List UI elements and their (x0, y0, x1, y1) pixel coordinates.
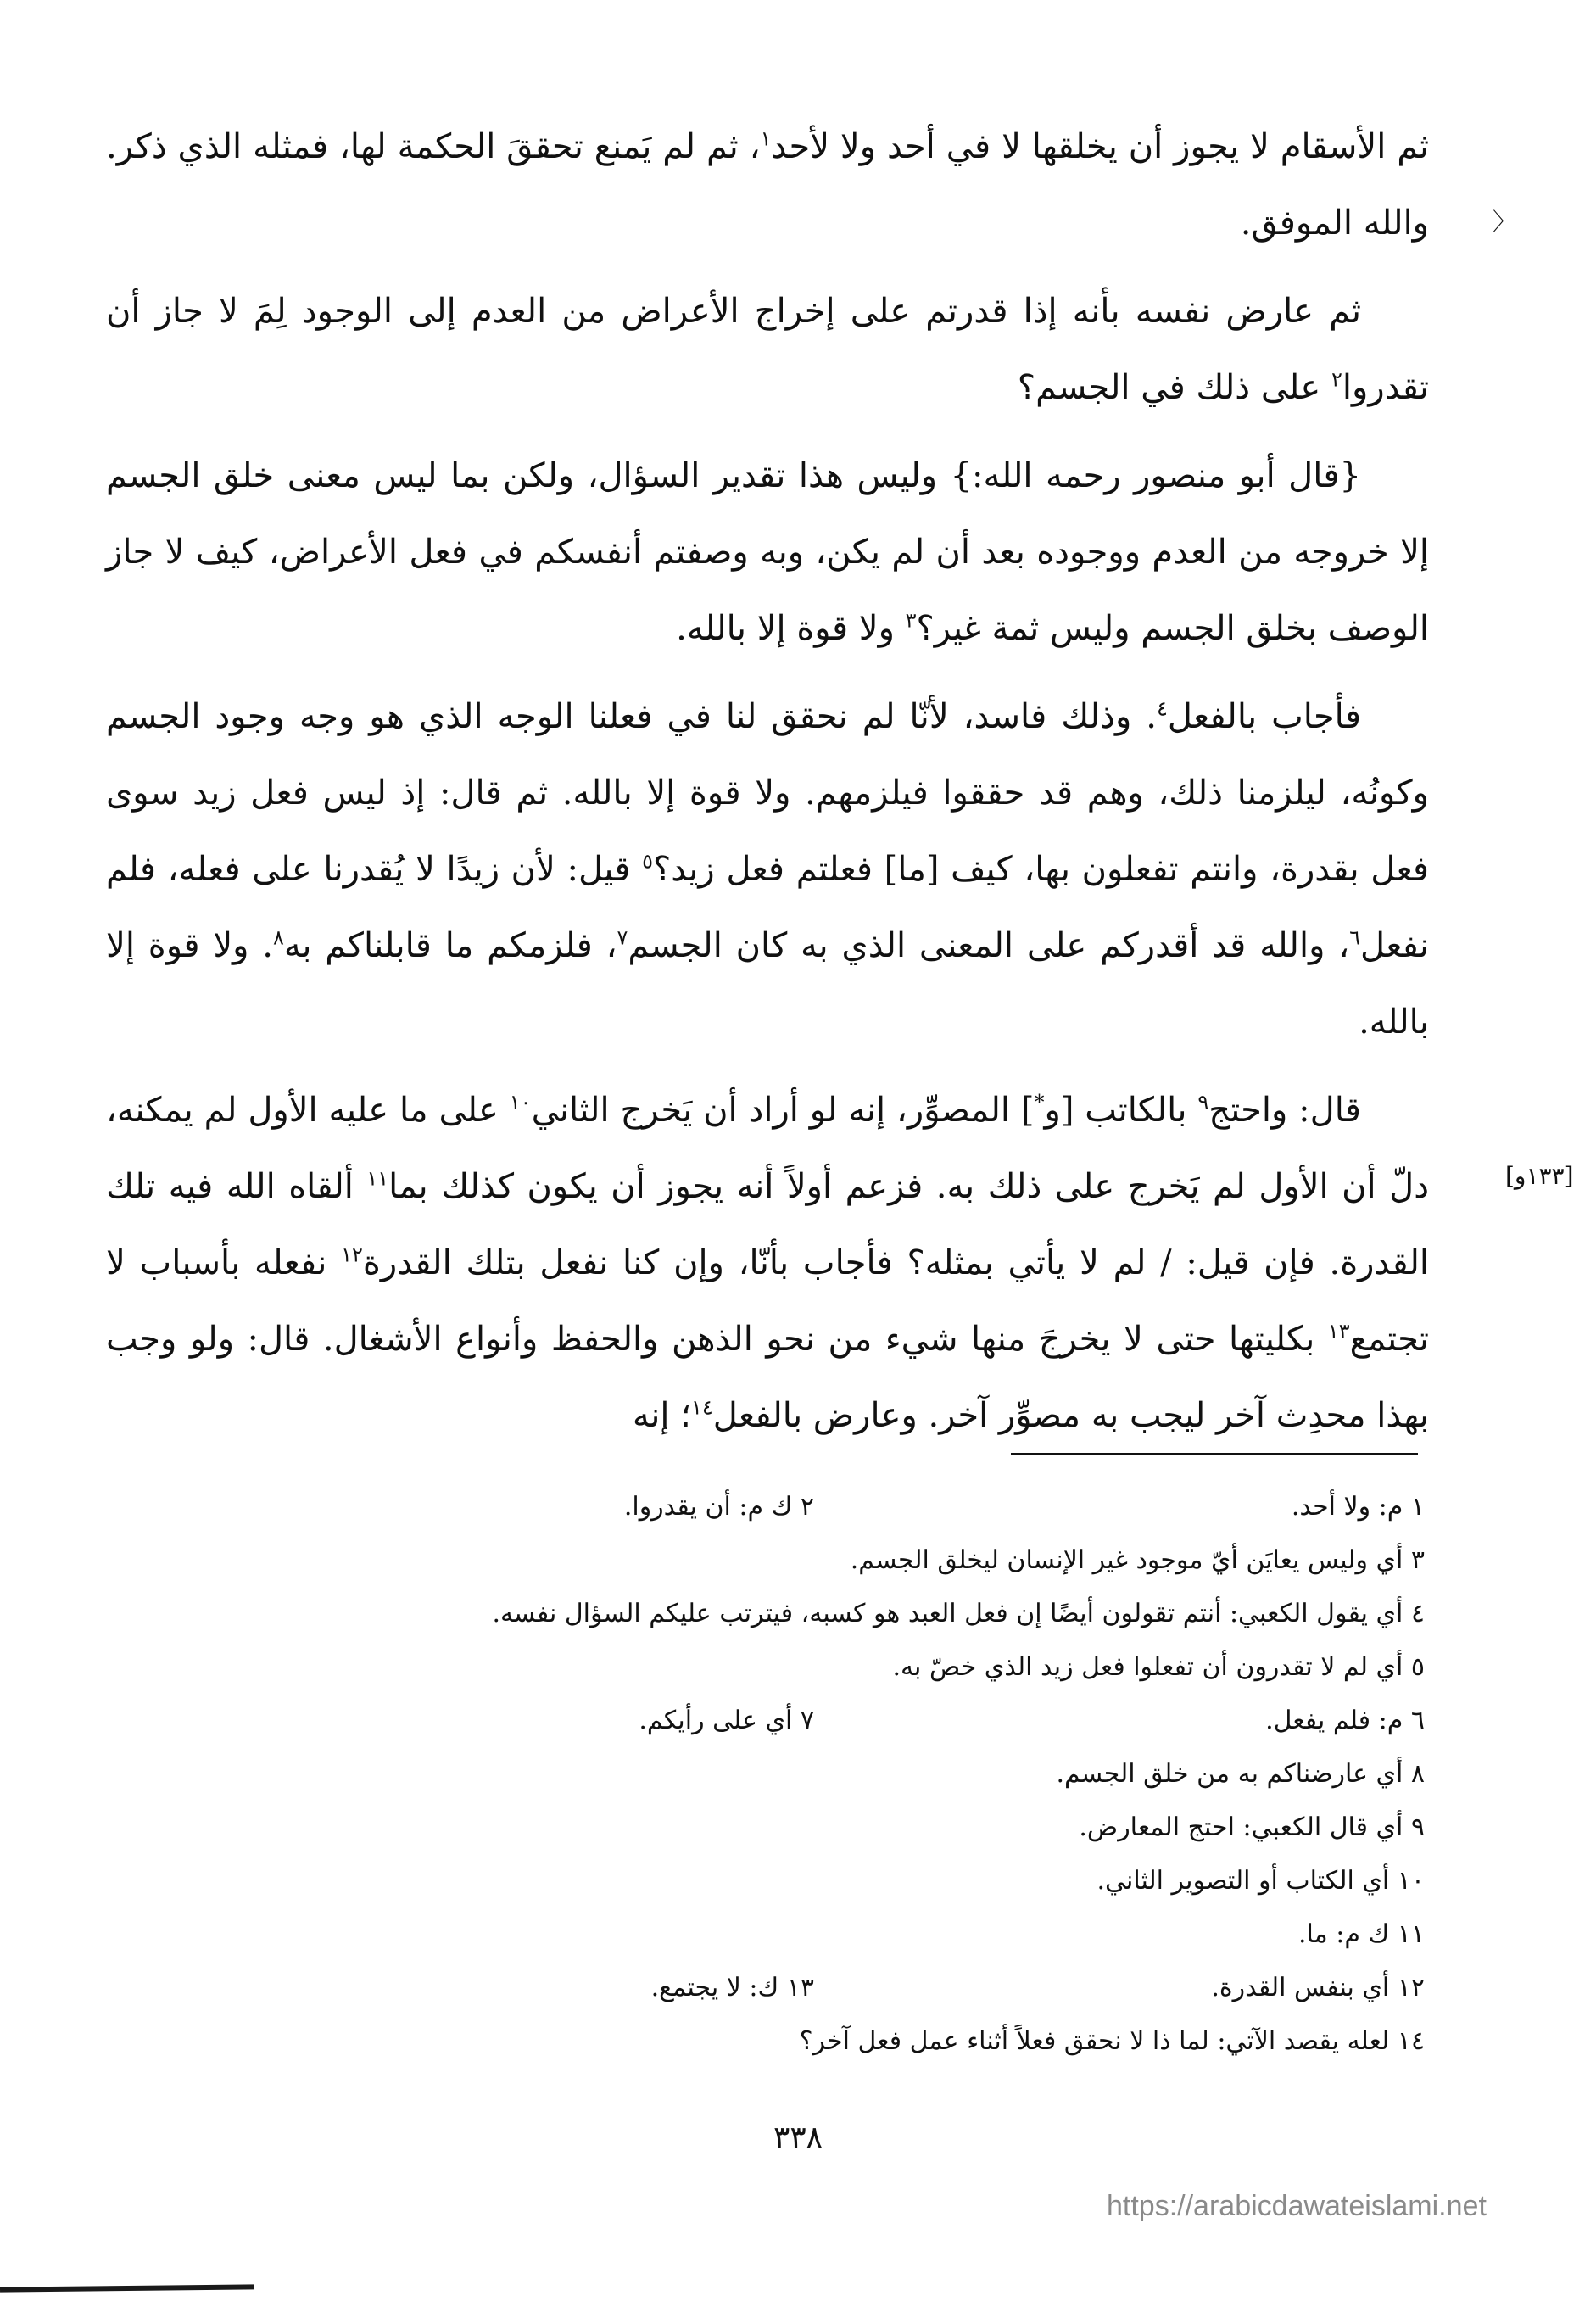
footnote: ١ م: ولا أحد. (1291, 1492, 1425, 1522)
footnote-row (280, 1801, 1425, 1854)
footnote: ٦ م: فلم يفعل. (1265, 1706, 1425, 1735)
text-segment: ثم الأسقام لا يجوز أن يخلقها لا في أحد ولا لأحد (771, 127, 1430, 166)
text-segment: ألقاه الله فيه تلك القدرة. فإن قيل: / لم لا يأتي بمثله؟ فأجاب بأنّا، وإن كنا نفعل بتلك القدرة (106, 1167, 1430, 1282)
watermark-url: https://arabicdawateislami.net (1107, 2190, 1487, 2222)
text-segment: . وذلك فاسد، لأنّا لم نحقق لنا في فعلنا الوجه الذي هو وجه وجود الجسم وكونُه، ليلزمنا ذلك، وهم قد حققوا فيلزمهم. ولا قوة إلا بالله. ثم قال: إذ ليس فعل زيد سوى فعل بقدرة، وانتم تفعلون بها، كيف [ما] فعلتم فعل زيد؟ (106, 697, 1430, 889)
footnote-ref: ٥ (642, 849, 654, 874)
text-segment: قال: واحتج (1208, 1091, 1362, 1130)
footnote-ref: ١٢ (341, 1243, 363, 1267)
manuscript-folio-marker: [١٣٣و] (1505, 1162, 1574, 1190)
footnote-ref: ١٠ (509, 1090, 532, 1114)
footnote-row (280, 1694, 1425, 1747)
footnote-ref: ٨ (273, 925, 284, 950)
footnote: ١٤ لعله يقصد الآتي: لما ذا لا نحقق فعلاً أثناء عمل فعل آخر؟ (799, 2026, 1425, 2056)
text-segment: على ما عليه الأول لم يمكنه، دلّ أن الأول لم يَخرج على ذلك به. فزعم أولاً أنه يجوز أن يكون كذلك بما (106, 1091, 1430, 1206)
footnote-row (280, 1533, 1425, 1587)
footnote: ١٠ أي الكتاب أو التصوير الثاني. (1097, 1866, 1425, 1896)
paragraph (106, 1072, 1429, 1454)
footnote: ٥ أي لم لا تقدرون أن تفعلوا فعل زيد الذي خصّ به. (892, 1652, 1425, 1682)
footnote: ٢ ك م: أن يقدروا. (623, 1492, 814, 1522)
text-segment: ولا قوة إلا بالله. (676, 609, 906, 648)
text-segment: {قال أبو منصور رحمه الله:} وليس هذا تقدير السؤال، ولكن بما ليس معنى خلق الجسم إلا خروجه من العدم ووجوده بعد أن لم يكن، وبه وصفتم أنفسكم في فعل الأعراض، كيف لا جاز الوصف بخلق الجسم وليس ثمة غير؟ (106, 456, 1429, 648)
footnote: ٩ أي قال الكعبي: احتج المعارض. (1079, 1813, 1425, 1842)
scan-edge-mark (0, 2284, 254, 2292)
footnote: ٨ أي عارضناكم به من خلق الجسم. (1056, 1759, 1425, 1789)
text-segment: فأجاب بالفعل (1167, 697, 1361, 736)
text-segment: ثم عارض نفسه بأنه إذا قدرتم على إخراج الأعراض من العدم إلى الوجود لِمَ لا جاز أن تقدروا (106, 292, 1429, 407)
footnote-ref: ٢ (1331, 367, 1342, 392)
footnote-row (280, 1907, 1425, 1961)
footnote-row (280, 1961, 1425, 2014)
footnote: ١١ ك م: ما. (1298, 1919, 1425, 1949)
footnote-ref: ١٤ (690, 1395, 713, 1420)
footnote-row (280, 2014, 1425, 2068)
footnote-ref: * (1034, 1090, 1045, 1114)
text-segment: ؛ إنه (632, 1396, 691, 1435)
text-segment: ] المصوِّر، إنه لو أراد أن يَخرج الثاني (531, 1091, 1035, 1130)
footnote-ref: ٩ (1197, 1090, 1209, 1114)
page-number: ٣٣٨ (773, 2120, 823, 2155)
text-segment: بكليتها حتى لا يخرجَ منها شيء من نحو الذهن والحفظ وأنواع الأشغال. قال: ولو وجب بهذا محدِث آخر ليجب به مصوِّر آخر. وعارض بالفعل (106, 1320, 1429, 1435)
footnote-ref: ١ (760, 126, 772, 151)
footnote-ref: ٤ (1156, 696, 1168, 721)
footnote: ١٣ ك: لا يجتمع. (650, 1973, 814, 2002)
footnote-row (280, 1640, 1425, 1694)
footnotes (280, 1480, 1425, 2068)
margin-bracket: 〈 (1493, 208, 1517, 236)
text-segment: ، ثم لم يَمنع تحققَ الحكمة لها، فمثله الذي ذكر. والله الموفق. (106, 127, 1429, 243)
footnote-ref: ١٣ (1327, 1319, 1350, 1343)
text-segment: ، والله قد أقدركم على المعنى الذي به كان الجسم (628, 926, 1350, 965)
footnote: ٧ أي على رأيكم. (639, 1706, 814, 1735)
footnote-ref: ٦ (1349, 925, 1361, 950)
footnote: ١٢ أي بنفس القدرة. (1211, 1973, 1425, 2002)
footnote-ref: ٣ (905, 608, 917, 633)
footnote-ref: ١١ (366, 1166, 389, 1191)
footnote-ref: ٧ (617, 925, 628, 950)
footnote-row (280, 1480, 1425, 1533)
text-segment: على ذلك في الجسم؟ (1017, 368, 1331, 407)
main-text (106, 109, 1429, 1466)
text-segment: قيل: لأن زيدًا لا يُقدرنا على فعله، فلم نفعل (106, 850, 1430, 965)
footnote: ٣ أي وليس يعايَن أيّ موجود غير الإنسان ليخلق الجسم. (850, 1545, 1425, 1575)
footnote-row (280, 1747, 1425, 1801)
text-segment: . ولا قوة إلا بالله. (106, 926, 1429, 1042)
footnote-separator (1011, 1453, 1418, 1455)
footnote: ٤ أي يقول الكعبي: أنتم تقولون أيضًا إن فعل العبد هو كسبه، فيترتب عليكم السؤال نفسه. (492, 1599, 1425, 1628)
paragraph (106, 679, 1429, 1060)
text-segment: ، فلزمكم ما قابلناكم به (283, 926, 617, 965)
text-segment: بالكاتب [و (1044, 1091, 1198, 1130)
text-segment: نفعله بأسباب لا تجتمع (106, 1243, 1430, 1359)
paragraph (106, 273, 1429, 426)
footnote-row (280, 1587, 1425, 1640)
footnote-row (280, 1854, 1425, 1907)
paragraph (106, 438, 1429, 667)
paragraph (106, 109, 1429, 261)
